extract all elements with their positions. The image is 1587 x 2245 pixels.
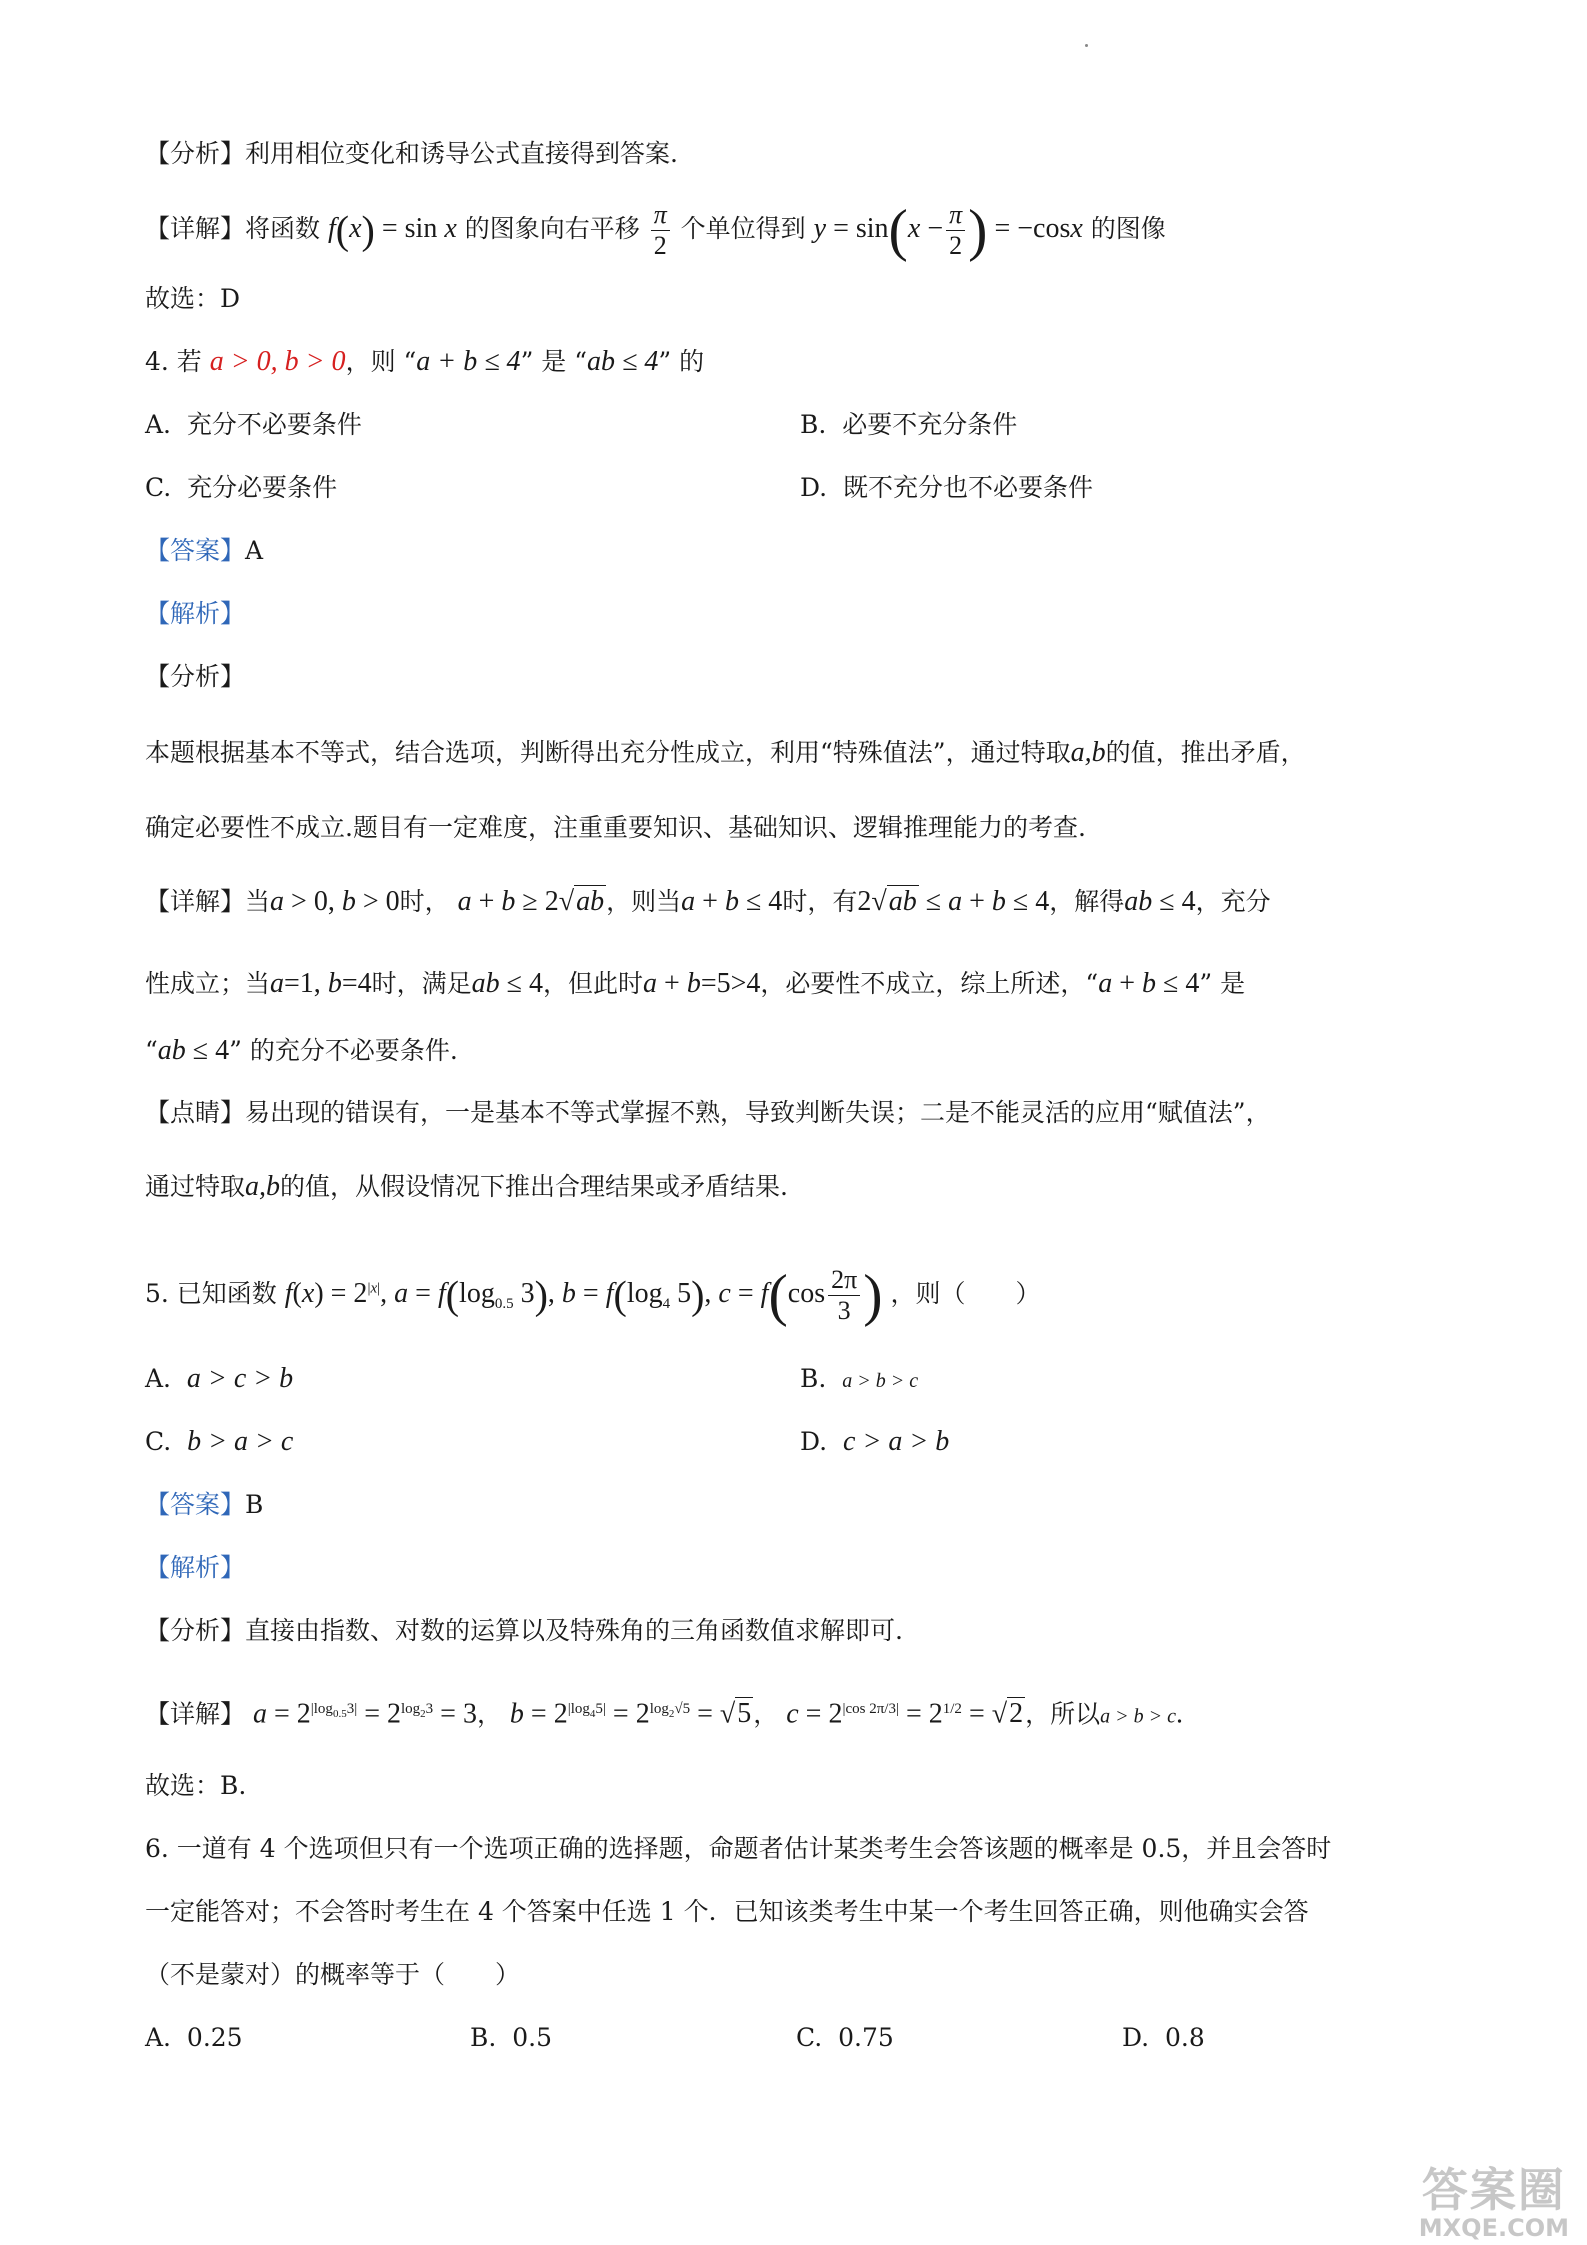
q6-option-c: C. 0.75 [796, 2023, 894, 2052]
q6-option-a: A. 0.25 [145, 2023, 243, 2052]
q5-option-b: B. a > b > c [800, 1364, 919, 1393]
q5-option-a: A. a > c > b [145, 1363, 294, 1394]
q4-tips-1: 【点睛】易出现的错误有，一是基本不等式掌握不熟，导致判断失误；二是不能灵活的应用“赋值法”， [145, 1098, 1271, 1127]
q6-stem-1: 6. 一道有 4 个选项但只有一个选项正确的选择题，命题者估计某类考生会答该题的概率是 0.5，并且会答时 [145, 1834, 1332, 1863]
q4-detail-2: 性成立；当a=1, b=4时，满足ab ≤ 4，但此时a + b=5>4，必要性不成立，综上所述，“a + b ≤ 4” 是 [145, 968, 1246, 999]
q5-option-d: D. c > a > b [800, 1426, 950, 1457]
q4-option-d: D. 既不充分也不必要条件 [800, 473, 1094, 502]
p3-analysis: 【分析】利用相位变化和诱导公式直接得到答案. [145, 139, 678, 168]
q4-detail-3: “ab ≤ 4” 的充分不必要条件. [145, 1035, 458, 1066]
q5-detail: 【详解】 $a = 2^{|log_{0.5}3|} = 2^{log_23} = 3$， $b = 2^{|log_45|} = 2^{log_2√5} = √5$， $c = 2^{|cos 2\pi/3|} = 2^{1/2} = √2$，所以a > b > c. [145, 1698, 1183, 1730]
q4-option-c: C. 充分必要条件 [145, 473, 338, 502]
q6-stem-2: 一定能答对；不会答时考生在 4 个答案中任选 1 个．已知该类考生中某一个考生回答正确，则他确实会答 [145, 1897, 1309, 1926]
scan-dot [1085, 44, 1088, 47]
q4-detail-1: 【详解】当a > 0, b > 0时， a + b ≥ 2√ab，则当a + b ≤ 4时，有2√ab ≤ a + b ≤ 4，解得ab ≤ 4，充分 [145, 886, 1271, 917]
q6-option-b: B. 0.5 [470, 2023, 552, 2052]
q4-stem: 4. 若 a > 0, b > 0，则 “a + b ≤ 4” 是 “ab ≤ 4” 的 [145, 346, 705, 377]
q5-answer: 【答案】B [145, 1490, 264, 1519]
watermark-logo: 答案圈 MXQE.COM [1418, 2163, 1569, 2242]
q5-stem: 5. 已知函数 $f(x) = 2^{|x|}$, $a = f(\log_{0.5}$ 3), $b = f(\log_4$ 5), c = f(cos $\frac{2\pi}{3}$ ) ，则（ ） [145, 1262, 1041, 1328]
q6-stem-3: （不是蒙对）的概率等于（ ） [145, 1960, 521, 1989]
q4-jiexi-label: 【解析】 [145, 599, 246, 628]
p3-detail: 【详解】将函数 f(x) = sin x 的图象向右平移 $\frac{\pi}{2}$ 个单位得到 y = sin(x − $\frac{\pi}{2}$ ) = −cosx 的图像 [145, 197, 1166, 263]
q4-analysis-p1: 本题根据基本不等式，结合选项，判断得出充分性成立，利用“特殊值法”，通过特取a,b的值，推出矛盾， [145, 737, 1306, 768]
p3-choice: 故选：D [145, 284, 241, 313]
q5-option-c: C. b > a > c [145, 1426, 294, 1457]
q4-answer: 【答案】A [145, 536, 264, 565]
q5-choice: 故选：B. [145, 1771, 247, 1800]
q4-analysis-p2: 确定必要性不成立.题目有一定难度，注重重要知识、基础知识、逻辑推理能力的考查. [145, 813, 1086, 842]
q6-option-d: D. 0.8 [1122, 2023, 1205, 2052]
q4-option-b: B. 必要不充分条件 [800, 410, 1018, 439]
q4-analysis-label: 【分析】 [145, 662, 246, 691]
q5-analysis: 【分析】直接由指数、对数的运算以及特殊角的三角函数值求解即可. [145, 1616, 903, 1645]
q5-jiexi-label: 【解析】 [145, 1553, 246, 1582]
q4-tips-2: 通过特取a,b的值，从假设情况下推出合理结果或矛盾结果. [145, 1171, 788, 1202]
q4-option-a: A. 充分不必要条件 [145, 410, 362, 439]
q4-condition: a > 0, b > 0 [209, 346, 346, 377]
